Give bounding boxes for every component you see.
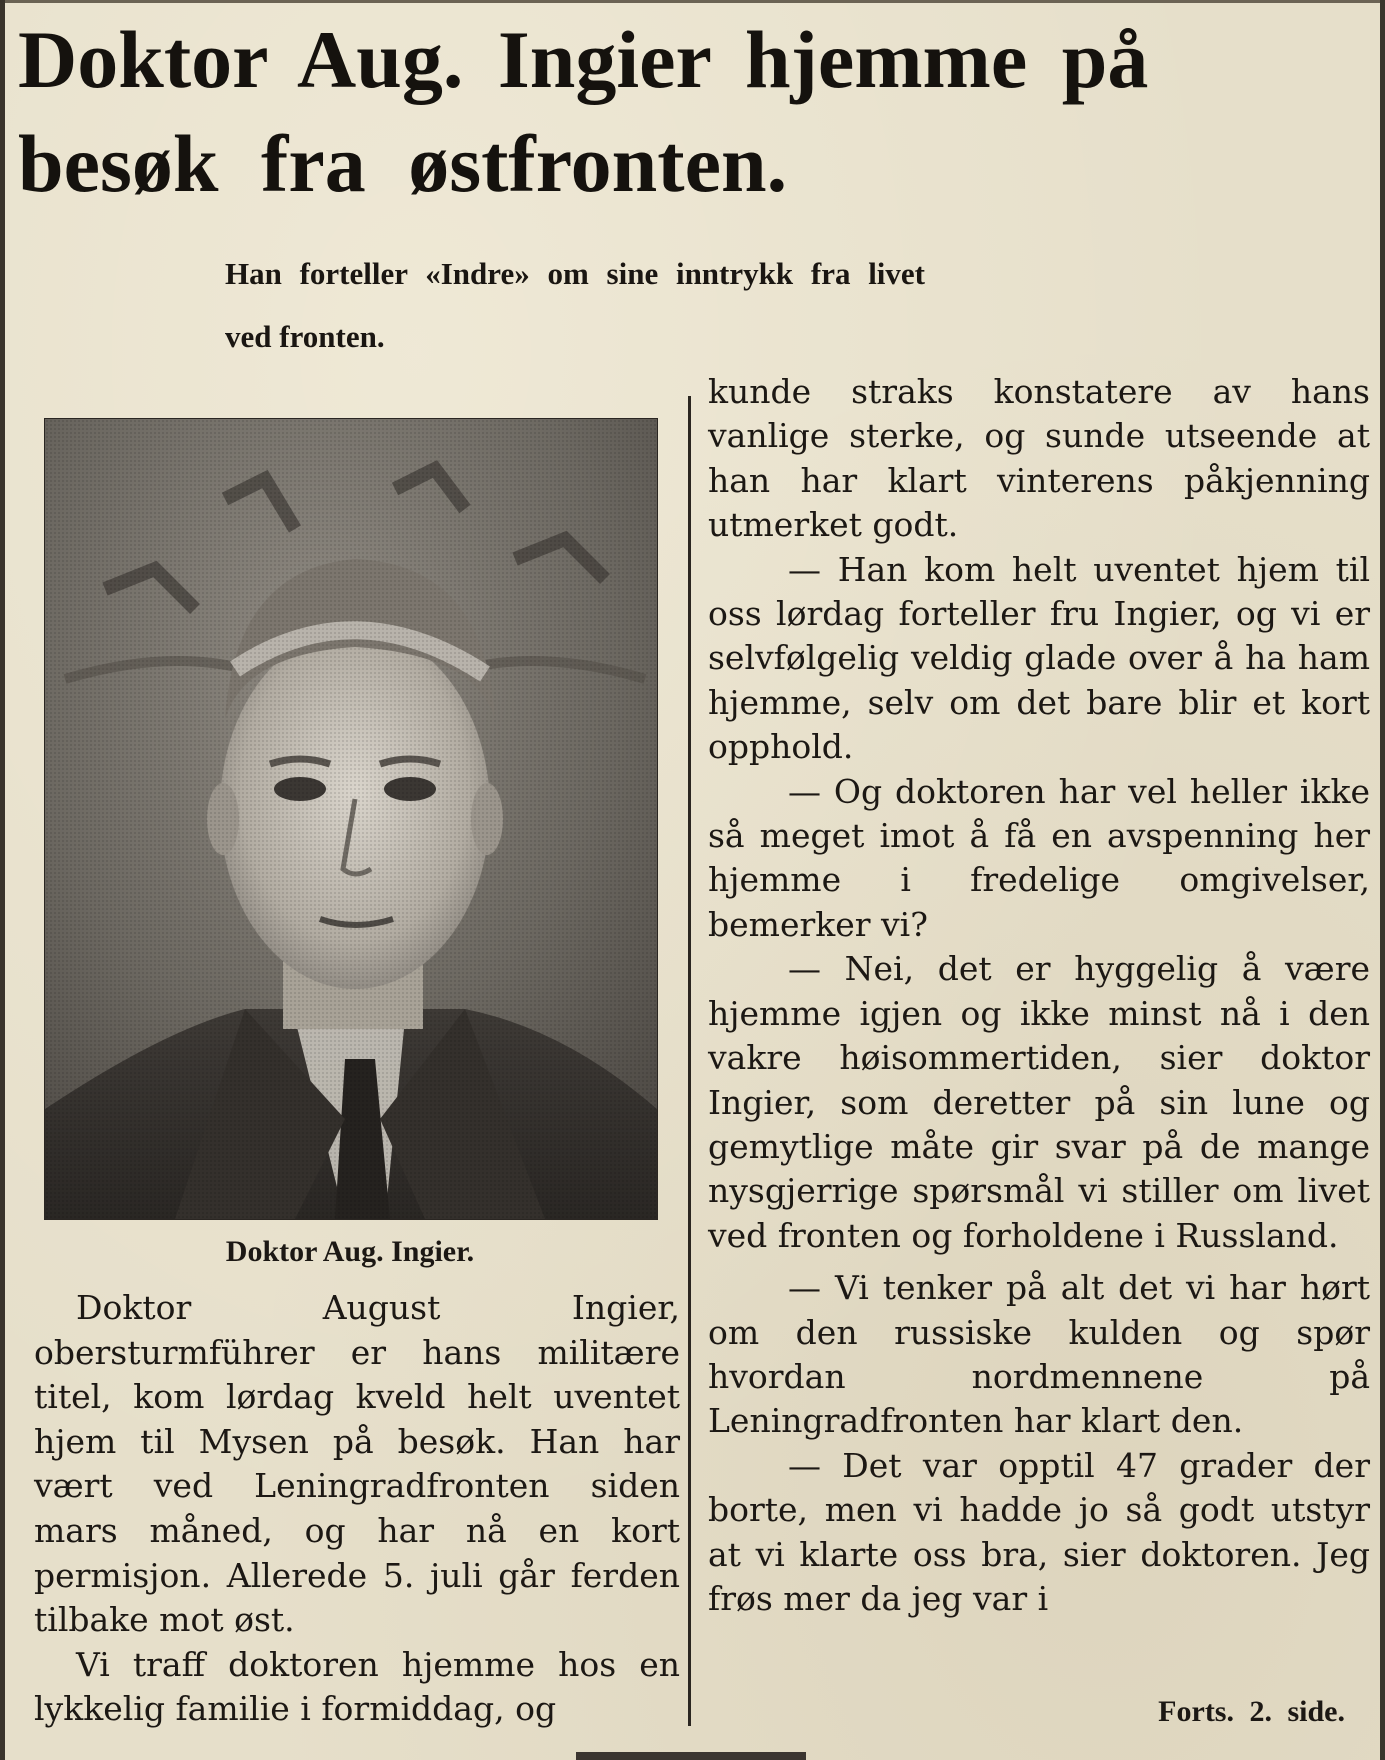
headline-line-1: Doktor Aug. Ingier hjemme på (18, 14, 1149, 105)
article-column-right (708, 370, 1370, 1621)
portrait-illustration (45, 419, 657, 1219)
left-paragraph-1: Doktor August Ingier, obersturmführer er hans militære titel, kom lørdag kveld helt uventet hjem til Mysen på besøk. Han har vært ved Leningradfronten siden mars måned, og har nå en kort permisjon. Allerede 5. juli går ferden tilbake mot øst. (34, 1288, 680, 1640)
subheadline (225, 242, 1205, 368)
right-paragraph-3: — Og doktoren har vel heller ikke så meget imot å få en avspenning her hjemme i fredelige omgivelser, bemerker vi? (708, 771, 1370, 944)
left-paragraph-2: Vi traff doktoren hjemme hos en lykkelig familie i formiddag, og (34, 1644, 680, 1729)
page-edge-right (1380, 0, 1385, 1760)
article-column-left (34, 1286, 680, 1732)
right-paragraph-2: — Han kom helt uventet hjem til oss lørdag forteller fru Ingier, og vi er selvfølgelig veldig glade over å ha ham hjemme, selv om det bare blir et kort opphold. (708, 549, 1370, 767)
bottom-rule (576, 1752, 806, 1760)
continuation-note: Forts. 2. side. (1158, 1695, 1345, 1728)
subheadline-line-1: Han forteller «Indre» om sine inntrykk fra livet (225, 256, 926, 291)
headline (18, 8, 1373, 216)
right-paragraph-5: — Vi tenker på alt det vi har hørt om den russiske kulden og spør hvordan nordmennene på Leningradfronten har klart den. (708, 1268, 1370, 1441)
page-edge-top (0, 0, 1385, 3)
photo-caption: Doktor Aug. Ingier. (225, 1235, 475, 1268)
column-divider (688, 396, 691, 1726)
right-paragraph-1: kunde straks konstatere av hans vanlige sterke, og sunde utseende at han har klart vinterens påkjenning utmerket godt. (708, 372, 1370, 545)
portrait-photo (44, 418, 658, 1220)
right-paragraph-4: — Nei, det er hyggelig å være hjemme igjen og ikke minst nå i den vakre høisommertiden, sier doktor Ingier, som deretter på sin lune og gemytlige måte gir svar på de mange nysgjerrige spørsmål vi stiller om livet ved fronten og forholdene i Russland. (708, 949, 1370, 1255)
headline-line-2: besøk fra østfronten. (18, 118, 788, 209)
page-edge-left (0, 0, 5, 1760)
subheadline-line-2: ved fronten. (225, 319, 385, 354)
right-paragraph-6: — Det var opptil 47 grader der borte, men vi hadde jo så godt utstyr at vi klarte oss bra, sier doktoren. Jeg frøs mer da jeg var i (708, 1445, 1370, 1618)
